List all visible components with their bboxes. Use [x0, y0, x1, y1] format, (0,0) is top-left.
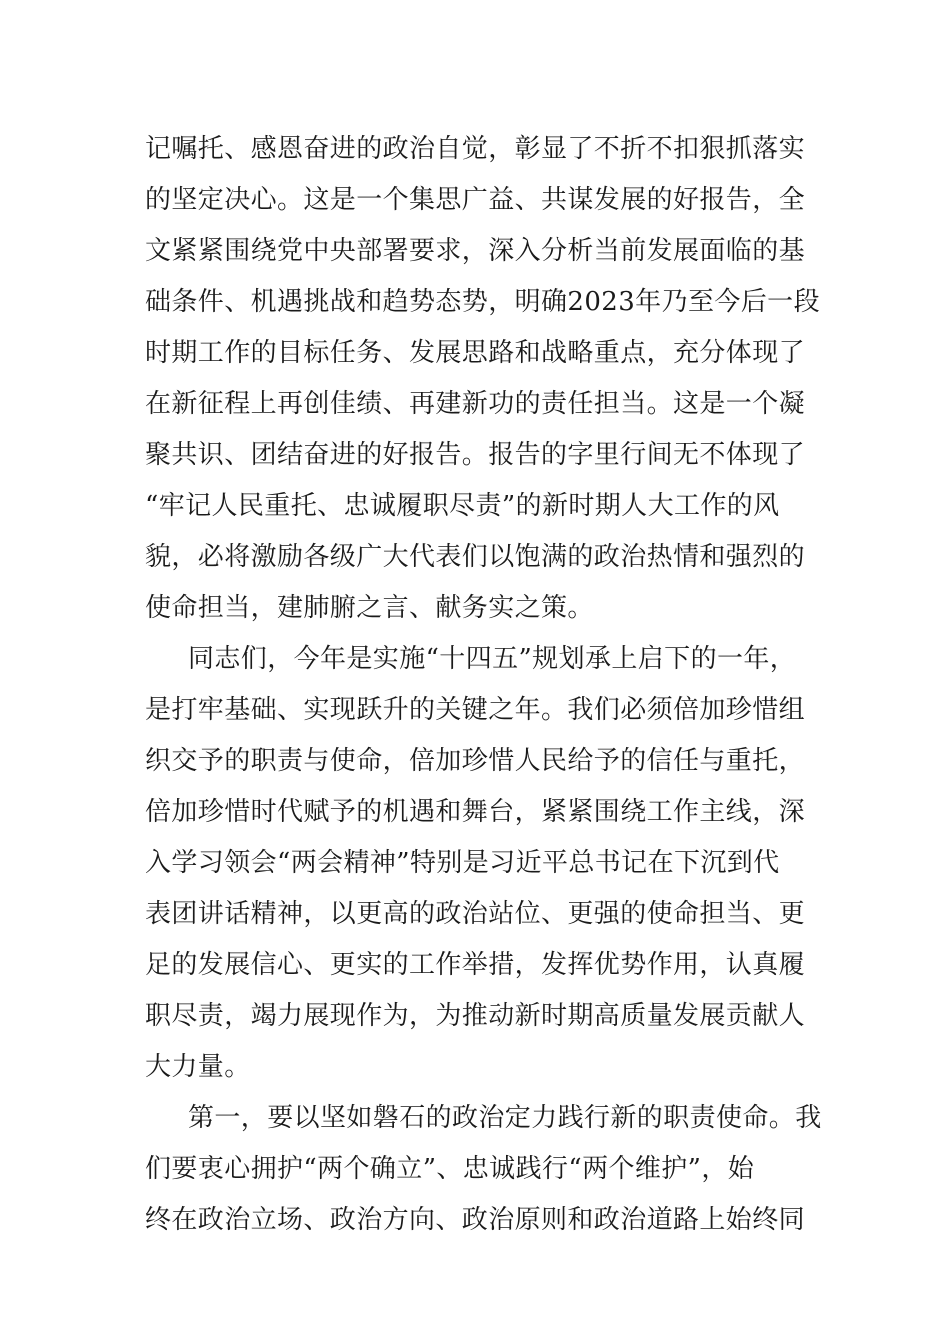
text-line: 表团讲话精神，以更高的政治站位、更强的使命担当、更	[145, 899, 806, 929]
text-line: 们要衷心拥护“两个确立”、忠诚践行“两个维护”，始	[145, 1154, 755, 1184]
text-line: 础条件、机遇挑战和趋势态势，明确2023年乃至今后一段	[145, 287, 820, 317]
text-line: 倍加珍惜时代赋予的机遇和舞台，紧紧围绕工作主线，深	[145, 797, 806, 827]
text-line: 记嘱托、感恩奋进的政治自觉，彰显了不折不扣狠抓落实	[145, 134, 806, 164]
paragraph-start-line: 同志们，今年是实施“十四五”规划承上启下的一年，	[188, 644, 797, 674]
text-line: 足的发展信心、更实的工作举措，发挥优势作用，认真履	[145, 950, 806, 980]
text-line: 职尽责，竭力展现作为，为推动新时期高质量发展贡献人	[145, 1001, 806, 1031]
document-body	[145, 124, 822, 1246]
text-line: 在新征程上再创佳绩、再建新功的责任担当。这是一个凝	[145, 389, 806, 419]
text-line: 文紧紧围绕党中央部署要求，深入分析当前发展面临的基	[145, 236, 806, 266]
text-line: 时期工作的目标任务、发展思路和战略重点，充分体现了	[145, 338, 806, 368]
text-line: 入学习领会“两会精神”特别是习近平总书记在下沉到代	[145, 848, 780, 878]
paragraph-start-line: 第一，要以坚如磐石的政治定力践行新的职责使命。我	[188, 1103, 822, 1133]
text-line: 的坚定决心。这是一个集思广益、共谋发展的好报告，全	[145, 185, 806, 215]
text-line: “牢记人民重托、忠诚履职尽责”的新时期人大工作的风	[145, 491, 780, 521]
text-line: 是打牢基础、实现跃升的关键之年。我们必须倍加珍惜组	[145, 695, 806, 725]
text-line: 貌，必将激励各级广大代表们以饱满的政治热情和强烈的	[145, 542, 806, 572]
text-line: 终在政治立场、政治方向、政治原则和政治道路上始终同	[145, 1205, 806, 1235]
text-line: 使命担当，建肺腑之言、献务实之策。	[145, 593, 594, 623]
text-line: 聚共识、团结奋进的好报告。报告的字里行间无不体现了	[145, 440, 806, 470]
text-line: 大力量。	[145, 1052, 251, 1082]
text-line: 织交予的职责与使命，倍加珍惜人民给予的信任与重托，	[145, 746, 806, 776]
